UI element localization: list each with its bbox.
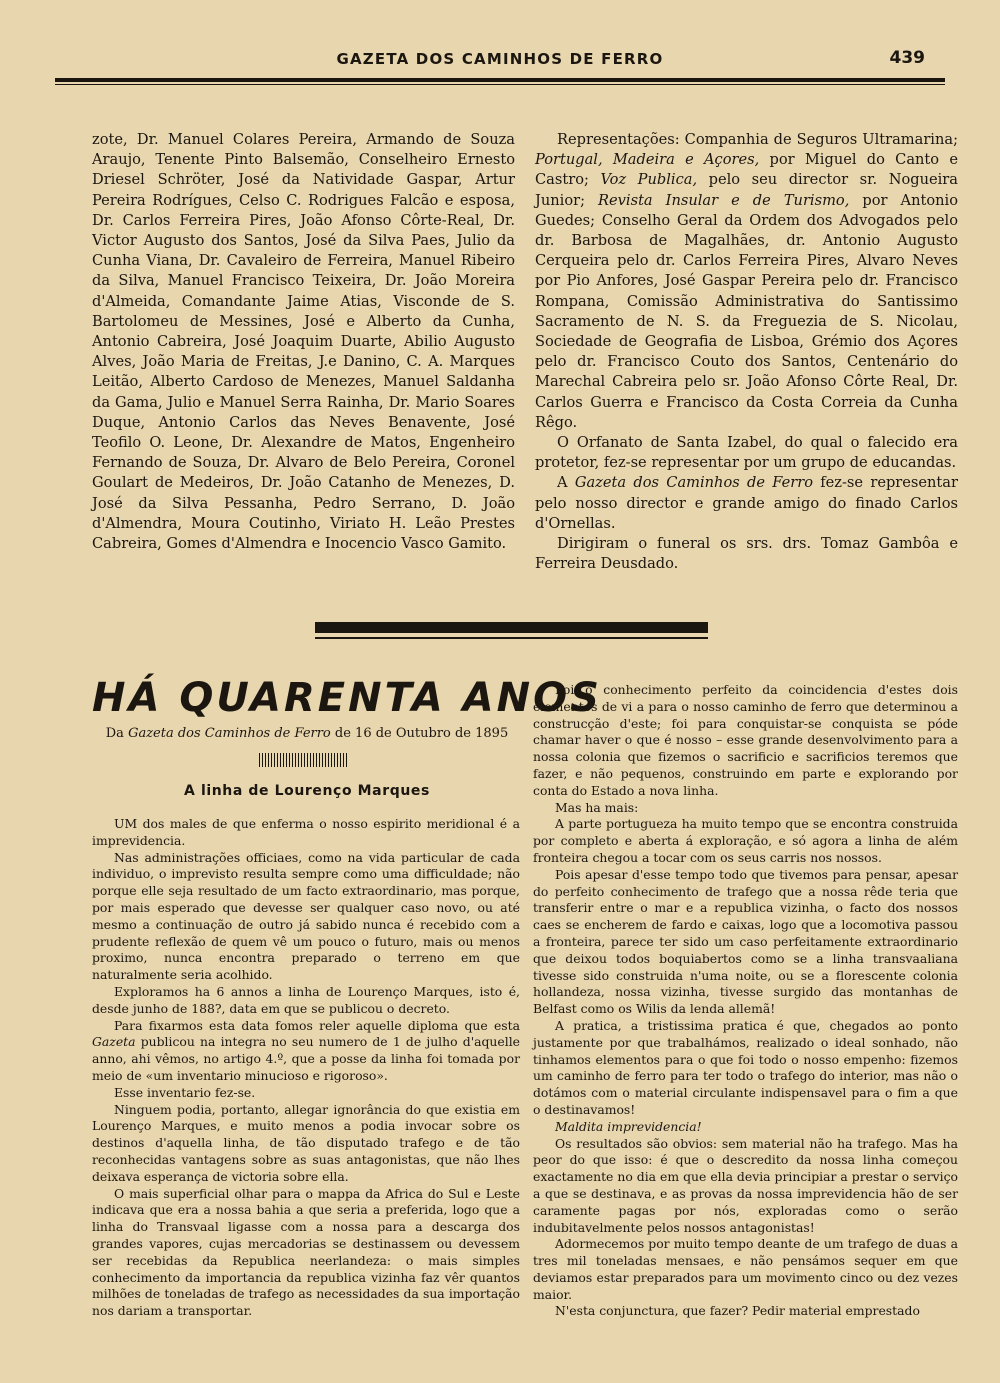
header-title: GAZETA DOS CAMINHOS DE FERRO	[336, 50, 664, 68]
article-paragraph: Esse inventario fez-se.	[114, 1084, 256, 1100]
bottom-right-column	[533, 682, 958, 1320]
article-heading: A linha de Lourenço Marques	[184, 783, 430, 799]
article-paragraph: Para fixarmos esta data fomos reler aquelle diploma que esta Gazeta publicou na integra no seu numero de 1 de julho d'aquelle anno, ahi vêmos, no artigo 4.º, que a posse da linha foi tomada por meio de «um inventario minucioso e rigoroso».	[92, 1017, 520, 1083]
section-title: HÁ QUARENTA ANOS	[92, 675, 602, 721]
article-paragraph: Ninguem podia, portanto, allegar ignorância do que existia em Lourenço Marques, e muito menos a podia invocar sobre os destinos d'aquella linha, de tão disputado trafego e de tão reconhecidas vantagens sobre as suas antagonistas, que não lhes deixava esperança de victoria sobre ella.	[92, 1101, 520, 1184]
section-subtitle: Da Gazeta dos Caminhos de Ferro de 16 de Outubro de 1895	[105, 726, 509, 741]
article-paragraph: A parte portugueza ha muito tempo que se encontra construida por completo e aberta á exploração, e só agora a linha de além fronteira chegou a tocar com os seus carris nos nossos.	[533, 816, 958, 865]
top-right-column	[535, 130, 958, 574]
orphanage-paragraph: O Orfanato de Santa Izabel, do qual o falecido era protetor, fez-se representar por um grupo de educandas.	[535, 434, 958, 472]
article-paragraph: Pois apesar d'esse tempo todo que tivemos para pensar, apesar do perfeito conhecimento de trafego que a nossa rêde teria que transferir entre o mar e a republica vizinha, o facto dos nossos caes se encherem de fardo e caixas, logo que a locomotiva passou a fronteira, parece ter sido um caso perfeitamente extraordinario que deixou todos boquiabertos como se a linha transvaaliana tivesse sido construida n'uma noite, ou se a florescente colonia hollandeza, nossa vizinha, tivesse surgido das montanhas de Belfast como os Wilis da lenda allemã!	[533, 866, 958, 1017]
article-paragraph: Maldita imprevidencia!	[555, 1118, 702, 1134]
article-paragraph: Nas administrações officiaes, como na vida particular de cada individuo, o imprevisto resulta sempre como uma difficuldade; não porque elle seja resultado de um facto extraordinario, mas porque, por mais esperado que devesse ser qualquer caso novo, ou até mesmo a continuação de outro já sabido nunca é recebido com a prudente reflexão de quem vê um pouco o futuro, mais ou menos proximo, nunca encontra preparado o terreno em que naturalmente seria acolhido.	[92, 849, 520, 983]
ornament-divider	[259, 753, 347, 767]
article-paragraph: UM dos males de que enferma o nosso espirito meridional é a imprevidencia.	[92, 816, 520, 848]
representations-paragraph: Representações: Companhia de Seguros Ultramarina; Portugal, Madeira e Açores, por Miguel do Canto e Castro; Voz Publica, pelo seu director sr. Nogueira Junior; Revista Insular e de Turismo, por Antonio Guedes; Conselho Geral da Ordem dos Advogados pelo dr. Barbosa de Magalhães, dr. Antonio Augusto Cerqueira pelo dr. Carlos Ferreira Pires, Alvaro Neves por Pio Anfores, José Gaspar Pereira pelo dr. Francisco Rompana, Comissão Administrativa do Santissimo Sacramento de N. S. da Freguezia de S. Nicolau, Sociedade de Geografia de Lisboa, Grémio dos Açores pelo dr. Francisco Couto dos Santos, Centenário do Marechal Cabreira pelo sr. João Afonso Côrte Real, Dr. Carlos Guerra e Francisco da Costa Correia da Cunha Rêgo.	[535, 131, 958, 431]
article-paragraph: N'esta conjunctura, que fazer? Pedir material emprestado	[555, 1303, 920, 1319]
article-paragraph: Mas ha mais:	[555, 799, 639, 815]
header-rule-thin	[55, 84, 945, 85]
top-left-column	[92, 130, 515, 554]
funeral-paragraph: Dirigiram o funeral os srs. drs. Tomaz Gambôa e Ferreira Deusdado.	[535, 535, 958, 573]
article-paragraph: Foi o conhecimento perfeito da coincidencia d'estes dois elementos de vi a para o nosso caminho de ferro que determinou a construcção d'este; foi para conquistar-se conquista se póde chamar haver o que é nosso – esse grande desenvolvimento para a nossa colonia que fizemos o sacrificio e sacrificios teremos que fazer, e não pequenos, construindo em parte e explorando por conta do Estado a nova linha.	[533, 682, 958, 798]
article-paragraph: Os resultados são obvios: sem material não ha trafego. Mas ha peor do que isso: é que o descredito da nossa linha começou exactamente no dia em que ella devia principiar a prestar o serviço a que se destinava, e as provas da nossa imprevidencia hão de ser caramente pagas por nós, exploradas como o serão indubitavelmente pelos nossos antagonistas!	[533, 1135, 958, 1235]
article-paragraph: A pratica, a tristissima pratica é que, chegados ao ponto justamente por que trabalhámos, realizado o ideal sonhado, não tinhamos elementos para o que foi todo o nosso empenho: fizemos um caminho de ferro para ter todo o trafego do interior, mas não o dotámos com o material circulante indispensavel para o fim a que o destinavamos!	[533, 1017, 958, 1117]
article-paragraph: O mais superficial olhar para o mappa da Africa do Sul e Leste indicava que era a nossa bahia a que seria a preferida, logo que a linha do Transvaal ligasse com a nossa para a descarga dos grandes vapores, cujas mercadorias se destinassem ou devessem ser recebidas da Republica neerlandeza: o mais simples conhecimento da importancia da republica vizinha faz vêr quantos milhões de toneladas de trafego as necessidades da sua importação nos dariam a transportar.	[92, 1185, 520, 1319]
article-paragraph: Exploramos ha 6 annos a linha de Lourenço Marques, isto é, desde junho de 188?, data em que se publicou o decreto.	[92, 983, 520, 1016]
section-divider-thin	[315, 637, 708, 639]
page-number: 439	[889, 48, 925, 68]
section-divider	[315, 622, 708, 633]
attendee-list-paragraph: zote, Dr. Manuel Colares Pereira, Armando de Souza Araujo, Tenente Pinto Balsemão, Conselheiro Ernesto Driesel Schröter, José da Natividade Gaspar, Artur Pereira Rodrígues, Celso C. Rodrigues Falcão e esposa, Dr. Carlos Ferreira Pires, João Afonso Côrte-Real, Dr. Victor Augusto dos Santos, José da Silva Paes, Julio da Cunha Viana, Dr. Cavaleiro de Ferreira, Manuel Ribeiro da Silva, Manuel Francisco Teixeira, Dr. João Moreira d'Almeida, Comandante Jaime Atias, Visconde de S. Bartolomeu de Messines, José e Alberto da Cunha, Antonio Cabreira, José Joaquim Duarte, Abilio Augusto Alves, João Maria de Freitas, J.e Danino, C. A. Marques Leitão, Alberto Cardoso de Menezes, Manuel Saldanha da Gama, Julio e Manuel Serra Rainha, Dr. Mario Soares Duque, Antonio Carlos das Neves Benavente, José Teofilo O. Leone, Dr. Alexandre de Matos, Engenheiro Fernando de Souza, Dr. Alvaro de Belo Pereira, Coronel Goulart de Medeiros, Dr. João Catanho de Menezes, D. José da Silva Pessanha, Pedro Serrano, D. João d'Almendra, Moura Coutinho, Viriato H. Leão Prestes Cabreira, Gomes d'Almendra e Inocencio Vasco Gamito.	[92, 131, 515, 553]
bottom-left-column	[92, 816, 520, 1320]
gazeta-paragraph: A Gazeta dos Caminhos de Ferro fez-se representar pelo nosso director e grande amigo do finado Carlos d'Ornellas.	[535, 474, 958, 532]
header-rule	[55, 78, 945, 82]
article-paragraph: Adormecemos por muito tempo deante de um trafego de duas a tres mil toneladas mensaes, e não pensámos sequer em que deviamos estar preparados para um movimento cinco ou dez vezes maior.	[533, 1236, 958, 1302]
page-header	[55, 48, 945, 78]
